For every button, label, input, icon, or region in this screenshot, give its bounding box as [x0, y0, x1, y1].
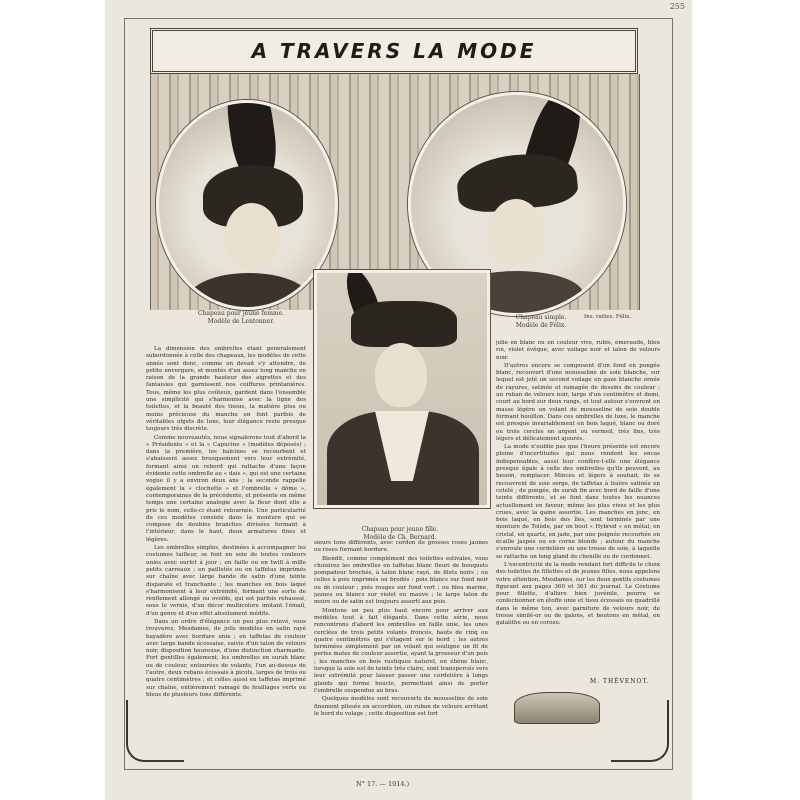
face-image — [375, 343, 427, 407]
hat-image — [351, 301, 457, 347]
paragraph: D'autres encore se composent d'un fond en pongée blanc, recouvert d'une mousseline de soie blanche, sur lequel est jeté un second voilage en gaze blanche ornée de rayures, satinée et ramagée de dessins de couleur ; un ruban de velours noir, large d'un centimètre et demi, court au bord sur deux rangs, et tout autour s'ouvrent en masse légère un volant de mousseline de soie double formant bouillon. Dans ces ombrelles de luxe, le manche est presque invariablement en bois laqué, blanc ou doré ou trois cercles en argent ou vermeil, très fins, très légers et délicatement ajourés. — [496, 362, 660, 442]
magazine-page — [106, 0, 691, 800]
portrait-center — [314, 270, 490, 508]
caption-center — [320, 526, 480, 541]
paragraph: sieurs tons différents, avec cordon de grosses roses jaunes ou roses formant bordure. — [314, 540, 488, 554]
paragraph: Biendit, comme complément des toilettes estivales, vous choisirez les ombrelles en taffetas blanc fleuri de bouquets pompadour brochés, à talon blanc rayé, de filets noirs ; ou celles à pois imprimés ou brodés : pois blancs sur fond noir ou de couleur ; pois rouges sur fond vert ; ou bleu marine, jaunes ou blancs sur violet ou mauve ; le large talon de moire ou de satin est toujours assorti aux pois. — [314, 555, 488, 606]
page-number: 255 — [669, 2, 685, 11]
paragraph: La mode n'oublie pas que l'heure présente est encore pleine d'incertitudes qui nous rendent les encas indispensables, aussi leur confère-t-elle une élégance presque égale à celle des ombrelles qu'ils peuvent, au besoin, remplacer. Minces et légers à souhait, ils se recouvrent de soie serge, de taffetas à lisière satinée en cotelé ; de pongée, de surah fin avec bord de faille d'une teinte différente, et se font dans toutes les nuances actuellement en faveur, même les plus vives et les plus crues, avec la gaine assortie. Les manches en jonc, en bois laqué, en bois des îles, sont terminés par une monture de Tolède, par un bout « Hybred » en métal, en cristal, en quartz, en jade, par une poignée recourbée en écaille jaspée ou en corne blonde ; autour du manche s'enroule une cordelière ou une tresse de soie, à laquelle se rattache un long gland de chenille ou de cordonnet. — [496, 444, 660, 560]
photo-credit: Ins. rattes. Félix. — [584, 314, 632, 320]
title-banner — [150, 28, 638, 74]
caption-left-title: Chapeau pour jeune femme. — [197, 310, 285, 317]
author-signature: M. THÉVENOT. — [590, 678, 650, 685]
caption-left-credit: Modèle de Lentonner. — [207, 317, 275, 325]
face-image — [489, 199, 543, 265]
issue-footer: N° 17. — 1914.) — [356, 780, 410, 788]
caption-center-credit: Modèle de Ch. Bernard. — [363, 533, 437, 541]
paragraph: Comme nouveautés, nous signalerons tout d'abord la « Présidente » et la « Capucine » (modèles déposés) ; dans la première, les baleines se recourbent et s'abaissent assez brusquement vers leur extrémité, formant ainsi un rebord qui rattache d'une façon évidente cette ombrelle au « dais », qui est une certaine vogue il y a environ deux ans ; la seconde rappelle également la « clochette » et l'ombrelle « dôme », contemporaines de la précédente, et présente en même temps une certaine analogie avec la fleur dont elle a pris le nom, celle-ci étant retournée. Une particularité de ces modèles consiste dans la monture qui se compose de doubles branches divisées formant à l'intérieur, dans le haut, deux armatures fines et légères. — [146, 434, 306, 543]
paragraph: Dans un ordre d'élégance un peu plus relevé, vous trouverez, Mesdames, de jolis modèles en satin rayé bayadère avec bordure unie ; en taffetas de couleur avec large bande écossaise, suivie d'un talon de velours noir, disposition heureuse, d'une distinction charmante. Fort gentilles également, les ombrelles en surah blanc ou de couleur, entourées de volants, l'un au-dessus de l'autre, deux rubans écossais à picots, larges de trois ou quatre centimètres ; et celles aussi en taffetas imprimé sur chaîne, entièrement ramagé de feuillages verts ou bleus de plusieurs tons différents. — [146, 618, 306, 698]
paragraph: La dimension des ombrelles étant généralement subordonnée à celle des chapeaux, les modèles de cette année sont donc, comme on devait s'y attendre, de petite envergure, et montés d'un assez long manche en raison de la grande hauteur des aigrettes et des fantaisies qui garnissent nos coiffures printanières. Tous, même les plus coûteux, gardent dans l'ensemble une simplicité qui s'harmonise avec la ligne des toilettes, et la beauté des tissus, la matière plus ou moins précieuse du manche en font parfois de véritables objets de luxe, leur élégance reste presque toujours très discrète. — [146, 346, 306, 433]
paragraph: Les ombrelles simples, destinées à accompagner les costumes tailleur, se font en soie de toutes couleurs unies avec ourlet à jour ; en faille ou en twill à mille petits carreaux ; en pailletés ou en taffetas imprimés sur chaîne avec large bande de satin d'une teinte disparate et tranchante ; les manches en bois laqué s'harmonisent à leur extrémité, formant une sorte de renflement allongé ou ovoïde, qui est parfois rehaussé, sous le vernis, d'un décor multicolore imitant l'émail, d'un genre et d'un effet absolument inédits. — [146, 545, 306, 617]
caption-left — [166, 310, 316, 325]
face-image — [225, 203, 279, 269]
page-title: A TRAVERS LA MODE — [251, 39, 537, 63]
caption-right-title: Chapeau simple. — [515, 314, 567, 321]
paragraph: Montons un peu plus haut encore pour arriver aux modèles tout à fait élégants. Dans cette série, nous rencontrons d'abord les ombrelles en faille unie, les unes cerclées de trois petits volants froncés, hauts de cinq ou quatre centimètres qui s'étagent sur le bord ; les autres terminées simplement par un volant qui souligne un fil de perles mates de couleur assortie, ayant la grosseur d'un pois ; les manches en bois rustiques naturel, en ébène blanc, lorsque la soie est de teinte très claire, sont transpercés vers leur extrémité pour laisser passer une cordelière à longs glands qui forme boucle, permettant ainsi de porter l'ombrelle suspendue au bras. — [314, 607, 488, 694]
paragraph: jolie en blanc ou en couleur vive, rubis, émeraude, bleu roi, violet évêque, avec voilage noir et talon de velours noir. — [496, 340, 660, 361]
landscape-vignette-image — [514, 692, 600, 724]
caption-center-title: Chapeau pour jeune fille. — [361, 526, 439, 533]
paragraph: L'excentricité de la mode rendant fort difficile le choix des toilettes de fillettes et de jeunes filles, nous appelons votre attention, Mesdames, sur les deux gentils costumes figurant aux pages 360 et 361 du journal. Le Costume pour fillette, d'allure bien juvénile, pourra se confectionner en étoffe unie et tissu écossais ou quadrillé dans le même ton, avec garniture de velours noir, de tresse similé-or ou de galons, et boutons en métal, en galalithe ou en corozo. — [496, 561, 660, 627]
caption-right-credit: Modèle de Félix. — [515, 321, 567, 329]
caption-right — [506, 314, 576, 329]
portrait-left — [156, 100, 338, 310]
shoulders-image — [189, 273, 309, 310]
corner-ornament-left — [126, 700, 184, 762]
article-column-1 — [146, 346, 306, 710]
article-column-2 — [314, 540, 488, 770]
corner-ornament-right — [611, 700, 669, 762]
paragraph: Quelques modèles sont recouverts de mousseline de soie finement plissée en accordéon, un ruban de velours arrêtant le bord du volage ; cette disposition est fort — [314, 696, 488, 717]
